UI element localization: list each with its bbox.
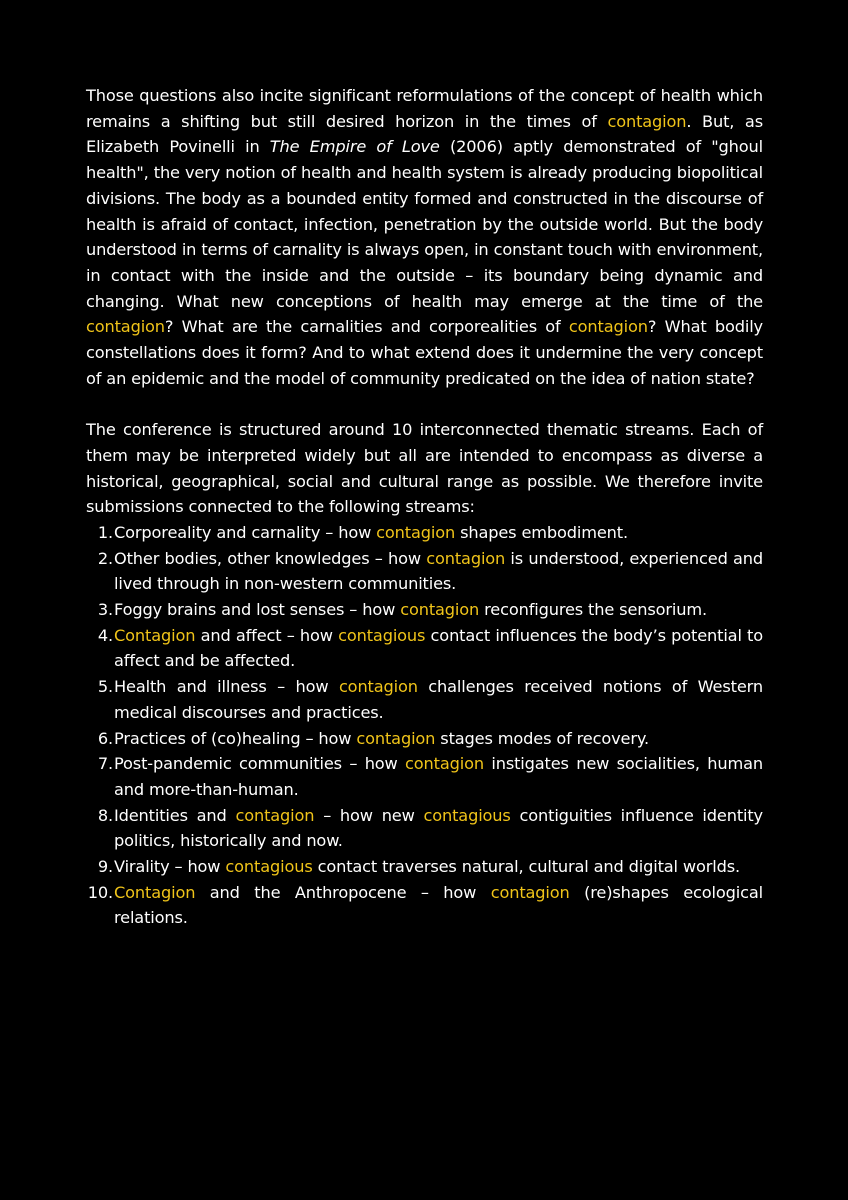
text-segment: reconfigures the sensorium. (479, 600, 707, 620)
text-segment: is understood, experienced and lived through in non-western communities. (114, 548, 763, 594)
text-segment: – how new (314, 805, 424, 825)
stream-number: 6. (97, 728, 113, 748)
text-segment: challenges received notions of Western medical discourses and practices. (114, 677, 763, 722)
highlighted-term: contagion (405, 754, 484, 774)
text-segment: and affect – how (195, 625, 339, 645)
stream-number: 7. (97, 754, 113, 774)
stream-item (86, 546, 763, 597)
stream-text (114, 726, 763, 752)
stream-number: 9. (97, 857, 113, 877)
text-segment: ? What bodily constellations does it form? And to what extend does it undermine the very concept of an epidemic and the model of community predicated on the idea of nation state? (86, 317, 763, 388)
text-segment: Virality – how (114, 857, 226, 877)
highlighted-term: contagion (607, 111, 687, 131)
highlighted-term: contagious (338, 625, 426, 645)
highlighted-term: contagious (423, 805, 511, 825)
book-title: The Empire of Love (269, 137, 440, 157)
text-segment: (2006) aptly demonstrated of "ghoul health", the very notion of health and health system is already producing biopolitical divisions. The body as a bounded entity formed and constructed in the discourse of health is afraid of contact, infection, penetration by the outside world. But the body understood in terms of carnality is always open, in constant touch with environment, in contact with the inside and the outside – its boundary being dynamic and changing. What new conceptions of health may emerge at the time of the (86, 137, 763, 311)
stream-item (86, 803, 763, 854)
stream-text (114, 623, 763, 674)
text-segment: . But, as Elizabeth Povinelli in (86, 111, 763, 157)
text-segment: Post-pandemic communities – how (114, 754, 406, 774)
text-segment: (re)shapes ecological relations. (114, 882, 763, 928)
highlighted-term: Contagion (114, 625, 196, 645)
stream-number: 1. (97, 522, 113, 542)
stream-text (114, 597, 763, 623)
text-segment: Other bodies, other knowledges – how (114, 548, 427, 568)
text-segment: contact influences the body’s potential to affect and be affected. (114, 625, 763, 671)
stream-text (114, 880, 763, 931)
highlighted-term: contagion (568, 317, 648, 337)
intro-paragraph (86, 83, 763, 391)
stream-item (86, 751, 763, 802)
stream-item (86, 520, 763, 546)
text-segment: shapes embodiment. (455, 522, 628, 542)
text-segment: and the Anthropocene – how (195, 882, 491, 902)
highlighted-term: contagion (86, 317, 165, 337)
document-page (86, 83, 763, 931)
highlighted-term: contagion (490, 882, 570, 902)
highlighted-term: contagion (376, 522, 456, 542)
text-segment: Corporeality and carnality – how (114, 522, 377, 542)
text-segment: contact traverses natural, cultural and digital worlds. (312, 857, 740, 877)
highlighted-term: contagion (235, 805, 315, 825)
stream-number: 8. (97, 805, 113, 825)
stream-number: 5. (97, 677, 113, 697)
stream-number: 10. (87, 882, 113, 902)
stream-text (114, 854, 763, 880)
text-segment: Identities and (114, 805, 236, 825)
stream-text (114, 674, 763, 725)
highlighted-term: contagious (225, 857, 313, 877)
text-segment: stages modes of recovery. (435, 728, 649, 748)
stream-item (86, 854, 763, 880)
stream-item (86, 726, 763, 752)
stream-item (86, 880, 763, 931)
stream-number: 3. (97, 600, 113, 620)
stream-item (86, 674, 763, 725)
stream-item (86, 623, 763, 674)
text-segment: Practices of (co)healing – how (114, 728, 357, 748)
text-segment: Foggy brains and lost senses – how (114, 600, 401, 620)
highlighted-term: contagion (426, 548, 506, 568)
highlighted-term: contagion (356, 728, 436, 748)
text-segment: ? What are the carnalities and corporealities of (164, 317, 569, 337)
text-segment: contiguities influence identity politics, historically and now. (114, 805, 763, 851)
stream-text (114, 803, 763, 854)
text-segment: Health and illness – how (114, 677, 339, 697)
stream-number: 4. (97, 625, 113, 645)
stream-text (114, 751, 763, 802)
highlighted-term: contagion (338, 677, 418, 697)
highlighted-term: contagion (400, 600, 480, 620)
stream-item (86, 597, 763, 623)
stream-text (114, 546, 763, 597)
highlighted-term: Contagion (114, 882, 196, 902)
streams-intro-paragraph: The conference is structured around 10 interconnected thematic streams. Each of them may be interpreted widely but all are intended to encompass as diverse a historical, geographical, social and cultural range as possible. We therefore invite submissions connected to the following streams: (86, 420, 763, 517)
text-segment: Those questions also incite significant reformulations of the concept of health which remains a shifting but still desired horizon in the times of (86, 86, 763, 131)
stream-number: 2. (97, 548, 113, 568)
thematic-streams-list (86, 520, 763, 931)
text-segment: instigates new socialities, human and more-than-human. (114, 754, 763, 799)
stream-text (114, 520, 763, 546)
